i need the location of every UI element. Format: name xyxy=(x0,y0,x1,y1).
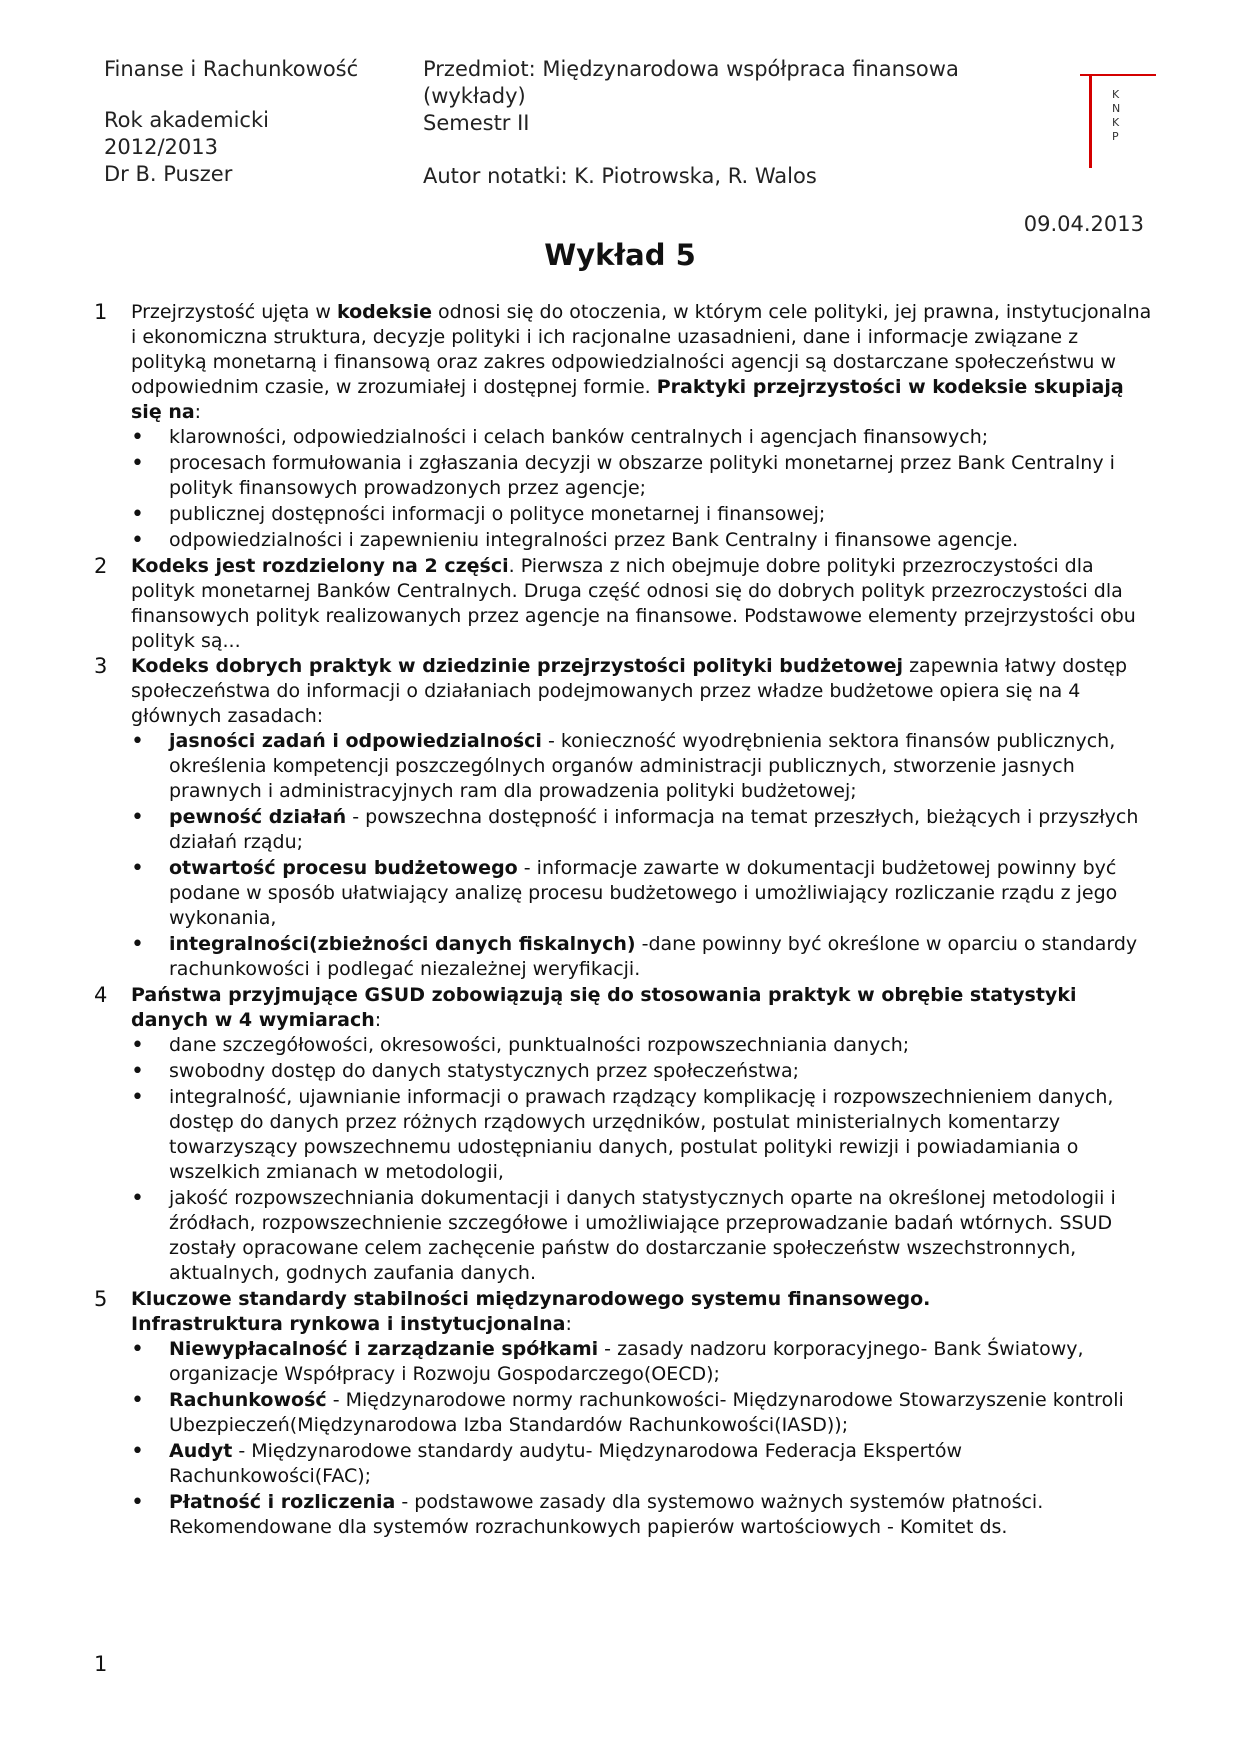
page-title: Wykład 5 xyxy=(544,238,696,272)
logo-bar-vertical xyxy=(1089,74,1092,168)
section-1-list xyxy=(131,425,1154,553)
section-number: 4 xyxy=(94,983,108,1007)
knkp-logo xyxy=(1080,74,1160,170)
section-4 xyxy=(94,983,1154,1286)
subject-type: (wykłady) xyxy=(423,84,526,108)
list-item: • odpowiedzialności i zapewnieniu integralności przez Bank Centralny i finansowe agencje. xyxy=(131,528,1154,553)
subject: Przedmiot: Międzynarodowa współpraca finansowa xyxy=(423,57,959,81)
list-item: • Niewypłacalność i zarządzanie spółkami - zasady nadzoru korporacyjnego- Bank Światowy, organizacje Współpracy i Rozwoju Gospodarczego(OECD); xyxy=(131,1337,1154,1387)
list-item: • Płatność i rozliczenia - podstawowe zasady dla systemowo ważnych systemów płatności. Rekomendowane dla systemów rozrachunkowych papierów wartościowych - Komitet ds. xyxy=(131,1490,1154,1540)
lecture-content xyxy=(94,300,1154,1541)
note-author: Autor notatki: K. Piotrowska, R. Walos xyxy=(423,164,817,188)
section-4-list xyxy=(131,1033,1154,1286)
section-2-text: Kodeks jest rozdzielony na 2 części. Pierwsza z nich obejmuje dobre polityki przezroczystości dla polityk monetarnej Banków Centralnych. Druga część odnosi się do dobrych polityk przezroczystości dla finansowych polityk realizowanych przez agencje na finansowe. Podstawowe elementy przejrzystości obu polityk są... xyxy=(131,555,1136,652)
logo-letter: P xyxy=(1112,130,1119,143)
academic-year: 2012/2013 xyxy=(104,135,218,159)
section-5 xyxy=(94,1287,1154,1540)
list-item: • integralność, ujawnianie informacji o prawach rządzący komplikację i rozpowszechnieniem danych, dostęp do danych przez różnych rządowych urzędników, postulat ministerialnych komentarzy towarzyszący powszechnemu udostępnianiu danych, postulat polityki rewizji i powiadamiania o wszelkich zmianach w metodologii, xyxy=(131,1085,1154,1185)
list-item: • pewność działań - powszechna dostępność i informacja na temat przeszłych, bieżących i przyszłych działań rządu; xyxy=(131,805,1154,855)
list-item: • jasności zadań i odpowiedzialności - konieczność wyodrębnienia sektora finansów publicznych, określenia kompetencji poszczególnych organów administracji publicznych, stworzenie jasnych prawnych i administracyjnych ram dla prowadzenia polityki budżetowej; xyxy=(131,729,1154,804)
section-1-intro: Przejrzystość ujęta w kodeksie odnosi się do otoczenia, w którym cele polityki, jej prawna, instytucjonalna i ekonomiczna struktura, decyzje polityki i ich racjonalne uzasadnieni, dane i informacje związane z polityką monetarną i finansową oraz zakres odpowiedzialności agencji są dostarczane społeczeństwu w odpowiednim czasie, w zrozumiałej i dostępnej formie. Praktyki przejrzystości w kodeksie skupiają się na: xyxy=(131,301,1152,423)
list-item: • jakość rozpowszechniania dokumentacji i danych statystycznych oparte na określonej metodologii i źródłach, rozpowszechnienie szczegółowe i umożliwiające przeprowadzanie badań wtórnych. SSUD zostały opracowane celem zachęcenie państw do dostarczanie społeczeństw wszechstronnych, aktualnych, godnych zaufania danych. xyxy=(131,1186,1154,1286)
header-left xyxy=(104,56,404,188)
list-item: • publicznej dostępności informacji o polityce monetarnej i finansowej; xyxy=(131,502,1154,527)
lecture-date: 09.04.2013 xyxy=(1023,212,1144,236)
section-number: 1 xyxy=(94,300,108,324)
header-right xyxy=(423,56,1023,190)
section-4-intro: Państwa przyjmujące GSUD zobowiązują się do stosowania praktyk w obrębie statystyki danych w 4 wymiarach: xyxy=(131,984,1077,1031)
section-3-list xyxy=(131,729,1154,982)
section-number: 3 xyxy=(94,654,108,678)
section-2 xyxy=(94,554,1154,654)
logo-letters xyxy=(1112,88,1120,144)
section-3-intro: Kodeks dobrych praktyk w dziedzinie przejrzystości polityki budżetowej zapewnia łatwy dostęp społeczeństwa do informacji o działaniach podejmowanych przez władze budżetowe opiera się na 4 głównych zasadach: xyxy=(131,655,1128,727)
page-number: 1 xyxy=(94,1652,108,1676)
section-3 xyxy=(94,654,1154,982)
list-item: • klarowności, odpowiedzialności i celach banków centralnych i agencjach finansowych; xyxy=(131,425,1154,450)
lecturer: Dr B. Puszer xyxy=(104,162,233,186)
list-item: • otwartość procesu budżetowego - informacje zawarte w dokumentacji budżetowej powinny być podane w sposób ułatwiający analizę procesu budżetowego i umożliwiający rozliczanie rządu z jego wykonania, xyxy=(131,856,1154,931)
list-item: • Audyt - Międzynarodowe standardy audytu- Międzynarodowa Federacja Ekspertów Rachunkowości(FAC); xyxy=(131,1439,1154,1489)
section-number: 5 xyxy=(94,1287,108,1311)
list-item: • integralności(zbieżności danych fiskalnych) -dane powinny być określone w oparciu o standardy rachunkowości i podlegać niezależnej weryfikacji. xyxy=(131,932,1154,982)
section-5-intro: Kluczowe standardy stabilności międzynarodowego systemu finansowego. Infrastruktura rynkowa i instytucjonalna: xyxy=(131,1288,931,1335)
section-1 xyxy=(94,300,1154,553)
list-item: • Rachunkowość - Międzynarodowe normy rachunkowości- Międzynarodowe Stowarzyszenie kontroli Ubezpieczeń(Międzynarodowa Izba Standardów Rachunkowości(IASD)); xyxy=(131,1388,1154,1438)
section-5-list xyxy=(131,1337,1154,1540)
logo-letter: N xyxy=(1112,102,1121,115)
list-item: • swobodny dostęp do danych statystycznych przez społeczeństwa; xyxy=(131,1059,1154,1084)
academic-year-label: Rok akademicki xyxy=(104,108,269,132)
list-item: • dane szczegółowości, okresowości, punktualności rozpowszechniania danych; xyxy=(131,1033,1154,1058)
logo-letter: K xyxy=(1112,116,1120,129)
logo-letter: K xyxy=(1112,88,1120,101)
list-item: • procesach formułowania i zgłaszania decyzji w obszarze polityki monetarnej przez Bank Centralny i polityk finansowych prowadzonych przez agencje; xyxy=(131,451,1154,501)
section-number: 2 xyxy=(94,554,108,578)
field-of-study: Finanse i Rachunkowość xyxy=(104,57,359,81)
semester: Semestr II xyxy=(423,111,530,135)
